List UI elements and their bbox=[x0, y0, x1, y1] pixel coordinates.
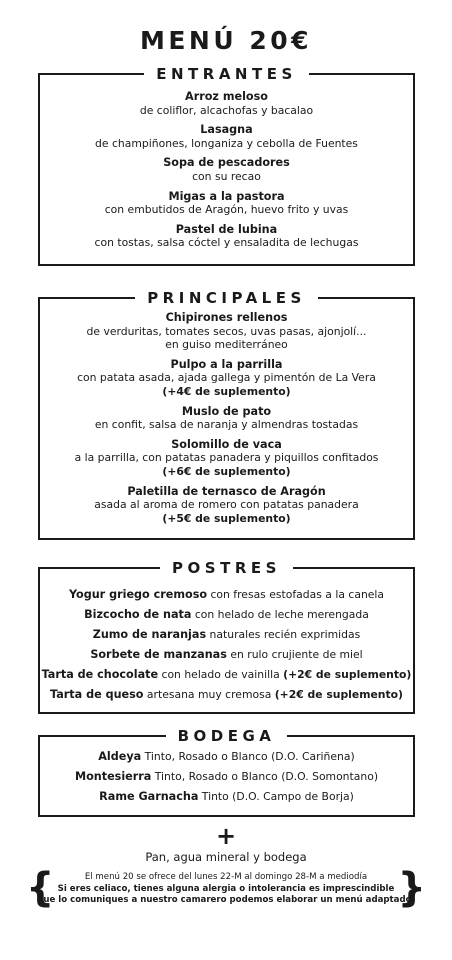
dessert-item bbox=[40, 608, 413, 621]
dessert-name: Tarta de queso bbox=[50, 688, 144, 701]
dish-supplement: (+5€ de suplemento) bbox=[162, 511, 291, 525]
menu-title: MENÚ 20€ bbox=[139, 26, 313, 55]
dessert-description: con helado de vainilla bbox=[158, 668, 284, 681]
dessert-item bbox=[40, 648, 413, 661]
dessert-supplement: (+2€ de suplemento) bbox=[274, 688, 403, 701]
dessert-name: Tarta de chocolate bbox=[41, 668, 159, 681]
dish-name: Sopa de pescadores bbox=[163, 156, 290, 170]
dish-description: con tostas, salsa cóctel y ensaladita de lechugas bbox=[94, 236, 359, 250]
dish-supplement: (+6€ de suplemento) bbox=[162, 464, 291, 478]
dish-name: Pastel de lubina bbox=[175, 222, 278, 236]
dish-item bbox=[40, 405, 413, 432]
dessert-description: con fresas estofadas a la canela bbox=[207, 588, 385, 601]
wine-item bbox=[40, 770, 413, 783]
dish-name: Migas a la pastora bbox=[168, 189, 285, 203]
footnote bbox=[26, 865, 426, 913]
dish-item bbox=[40, 223, 413, 250]
wine-description: Tinto, Rosado o Blanco (D.O. Cariñena) bbox=[141, 750, 355, 763]
dessert-name: Sorbete de manzanas bbox=[90, 648, 227, 661]
footnote-dates: El menú 20 se ofrece del lunes 22-M al domingo 28-M a mediodía bbox=[84, 872, 368, 882]
wine-name: Aldeya bbox=[98, 750, 142, 763]
dessert-description: artesana muy cremosa bbox=[143, 688, 275, 701]
dessert-item bbox=[40, 588, 413, 601]
dessert-name: Zumo de naranjas bbox=[92, 628, 207, 641]
dish-item bbox=[40, 156, 413, 183]
footnote-allergy-line1: Si eres celiaco, tienes alguna alergia o intolerancia es imprescindible bbox=[57, 883, 395, 894]
dish-name: Solomillo de vaca bbox=[171, 437, 282, 451]
section-postres bbox=[38, 559, 415, 714]
wine-name: Montesierra bbox=[74, 770, 152, 783]
dessert-name: Bizcocho de nata bbox=[84, 608, 192, 621]
dish-description: a la parrilla, con patatas panadera y piquillos confitados bbox=[74, 451, 379, 465]
dish-description: con su recao bbox=[192, 169, 261, 183]
section-principales bbox=[38, 289, 415, 540]
right-brace-icon: } bbox=[397, 865, 426, 911]
section-heading-bodega: BODEGA bbox=[166, 725, 288, 747]
section-heading-principales: PRINCIPALES bbox=[135, 287, 318, 309]
wine-item bbox=[40, 790, 413, 803]
dish-description: de coliflor, alcachofas y bacalao bbox=[139, 103, 314, 117]
dish-name: Arroz meloso bbox=[185, 90, 268, 103]
plus-icon: + bbox=[215, 822, 237, 850]
dish-description: en confit, salsa de naranja y almendras tostadas bbox=[94, 418, 359, 432]
dish-item bbox=[40, 485, 413, 526]
dessert-supplement: (+2€ de suplemento) bbox=[283, 668, 412, 681]
dessert-description: naturales recién exprimidas bbox=[206, 628, 361, 641]
dish-name: Pulpo a la parrilla bbox=[170, 357, 283, 371]
dish-item bbox=[40, 90, 413, 117]
section-heading-postres: POSTRES bbox=[160, 557, 293, 579]
dish-description-line2: en guiso mediterráneo bbox=[165, 338, 288, 352]
section-entrantes bbox=[38, 65, 415, 266]
dish-name: Paletilla de ternasco de Aragón bbox=[127, 484, 326, 498]
wine-item bbox=[40, 750, 413, 763]
dish-item bbox=[40, 190, 413, 217]
dish-name: Muslo de pato bbox=[181, 404, 272, 418]
dessert-description: en rulo crujiente de miel bbox=[226, 648, 363, 661]
dish-description: con embutidos de Aragón, huevo frito y uvas bbox=[104, 203, 349, 217]
dish-item bbox=[40, 311, 413, 352]
dish-name: Lasagna bbox=[200, 123, 253, 137]
section-heading-entrantes: ENTRANTES bbox=[144, 63, 309, 85]
dessert-item bbox=[40, 668, 413, 681]
dish-description: de champiñones, longaniza y cebolla de Fuentes bbox=[95, 136, 358, 150]
wine-name: Rame Garnacha bbox=[99, 790, 199, 803]
dish-name: Chipirones rellenos bbox=[165, 311, 288, 324]
dish-item bbox=[40, 123, 413, 150]
included-extras: Pan, agua mineral y bodega bbox=[145, 850, 307, 864]
footnote-allergy-line2: que lo comuniques a nuestro camarero podemos elaborar un menú adaptado. bbox=[37, 895, 415, 905]
dish-supplement: (+4€ de suplemento) bbox=[162, 384, 291, 398]
dessert-name: Yogur griego cremoso bbox=[68, 588, 208, 601]
dish-description: con patata asada, ajada gallega y pimentón de La Vera bbox=[77, 371, 376, 385]
dessert-item bbox=[40, 688, 413, 701]
left-brace-icon: { bbox=[26, 865, 55, 911]
wine-description: Tinto, Rosado o Blanco (D.O. Somontano) bbox=[151, 770, 379, 783]
section-bodega bbox=[38, 727, 415, 817]
dish-description: de verduritas, tomates secos, uvas pasas, ajonjolí... bbox=[86, 324, 367, 338]
dish-item bbox=[40, 358, 413, 399]
dessert-description: con helado de leche merengada bbox=[191, 608, 369, 621]
dessert-item bbox=[40, 628, 413, 641]
wine-description: Tinto (D.O. Campo de Borja) bbox=[198, 790, 354, 803]
dish-item bbox=[40, 438, 413, 479]
dish-description: asada al aroma de romero con patatas panadera bbox=[94, 498, 359, 512]
